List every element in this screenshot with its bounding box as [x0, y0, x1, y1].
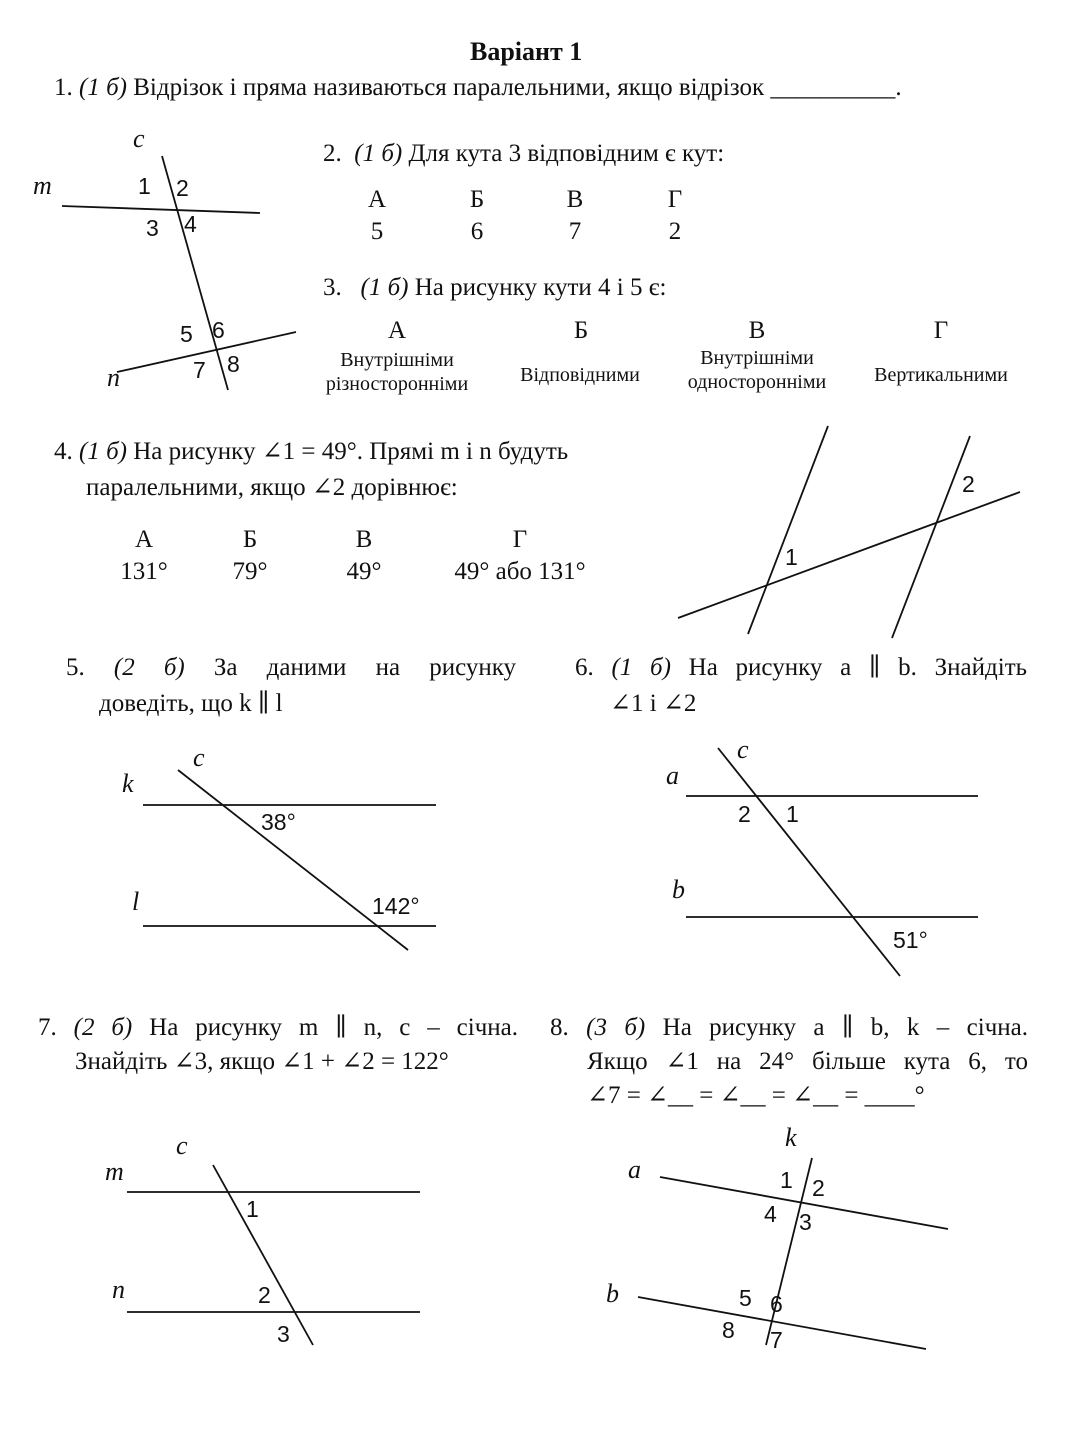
q2-text: Для кута 3 відповідним є кут:	[408, 140, 725, 167]
q7-points: (2 б)	[73, 1014, 133, 1041]
angle-label: 8	[722, 1317, 735, 1343]
label-b: b	[606, 1279, 619, 1308]
q3-number: 3.	[323, 274, 342, 301]
line-m	[748, 426, 828, 634]
label-l: l	[132, 887, 140, 916]
option-letter: В	[355, 526, 373, 553]
option-value: 49°	[346, 558, 382, 585]
angle-label: 8	[227, 351, 240, 377]
q5-number: 5.	[66, 654, 85, 681]
label-b: b	[672, 875, 685, 904]
q5-points: (2 б)	[113, 654, 185, 681]
q4-points: (1 б)	[79, 438, 127, 465]
label-a: a	[666, 761, 679, 790]
option-value: 79°	[232, 558, 268, 585]
angle-label: 2	[176, 175, 189, 201]
q8-line1: На рисунку a ∥ b, k – січна.	[662, 1014, 1029, 1041]
q7-number: 7.	[38, 1014, 57, 1041]
figure-1	[33, 124, 296, 392]
line-n	[117, 332, 296, 372]
option-letter: А	[367, 186, 387, 213]
q3-option-c-letter: В	[748, 317, 766, 344]
figure-5	[122, 743, 436, 950]
option-value: 5	[370, 218, 384, 245]
label-n: n	[112, 1275, 125, 1304]
q3-option-b-text: Відповідними	[520, 364, 640, 386]
q3-option-b-letter: Б	[573, 317, 589, 344]
option-letter: В	[566, 186, 584, 213]
angle-label: 4	[184, 211, 197, 237]
q8-line3: ∠7 = ∠__ = ∠__ = ∠__ = ____°	[587, 1082, 925, 1109]
q6-points: (1 б)	[611, 654, 671, 681]
angle-label: 3	[799, 1209, 812, 1235]
q4-line2: паралельними, якщо ∠2 дорівнює:	[86, 474, 458, 501]
line-c	[718, 748, 900, 976]
figure-7	[105, 1131, 420, 1347]
angle-label: 51°	[893, 927, 928, 953]
angle-label: 2	[258, 1282, 271, 1308]
label-n: n	[107, 363, 120, 392]
angle-label: 5	[739, 1285, 752, 1311]
angle-label: 5	[180, 321, 193, 347]
q8-points: (3 б)	[586, 1014, 646, 1041]
transversal	[678, 492, 1020, 618]
option-letter: Б	[469, 186, 485, 213]
q3-option-a-letter: А	[387, 317, 407, 344]
q5-line1: За даними на рисунку	[213, 654, 517, 681]
label-c: c	[737, 735, 749, 764]
option-letter: Г	[512, 526, 528, 553]
label-c: c	[193, 743, 205, 772]
option-line: Внутрішніми	[340, 349, 454, 371]
option-line: Внутрішніми	[700, 347, 814, 369]
angle-label: 6	[212, 317, 225, 343]
q1-points: (1 б)	[79, 74, 127, 101]
angle-label: 3	[277, 1321, 290, 1347]
angle-label: 4	[764, 1201, 777, 1227]
angle-label: 1	[780, 1167, 793, 1193]
label-k: k	[785, 1123, 797, 1152]
angle-label: 142°	[372, 893, 420, 919]
q3-option-d-letter: Г	[933, 317, 949, 344]
label-m: m	[33, 171, 52, 200]
q3-text: На рисунку кути 4 і 5 є:	[414, 274, 667, 301]
label-c: c	[176, 1131, 188, 1160]
q2-points: (1 б)	[354, 140, 403, 167]
q4-number: 4.	[54, 438, 73, 465]
angle-label: 1	[786, 801, 799, 827]
q4-line1: На рисунку ∠1 = 49°. Прямі m і n будуть	[133, 438, 569, 465]
angle-label: 38°	[261, 809, 296, 835]
figure-6	[666, 735, 978, 976]
angle-label: 7	[193, 357, 206, 383]
option-line: односторонніми	[687, 371, 827, 393]
q7-line2: Знайдіть ∠3, якщо ∠1 + ∠2 = 122°	[75, 1048, 449, 1075]
q6-line2: ∠1 і ∠2	[610, 690, 697, 717]
q1-text: Відрізок і пряма називаються паралельними, якщо відрізок	[133, 74, 765, 101]
angle-label: 1	[138, 173, 151, 199]
angle-label: 2	[812, 1175, 825, 1201]
q5-line2: доведіть, що k ∥ l	[99, 690, 283, 717]
line-m	[62, 206, 260, 213]
figure-4	[678, 426, 1020, 638]
q3-option-d-text: Вертикальними	[874, 364, 1008, 386]
option-value: 131°	[120, 558, 168, 585]
q7-line1: На рисунку m ∥ n, c – січна.	[149, 1014, 519, 1041]
q8-number: 8.	[550, 1014, 569, 1041]
angle-label: 7	[770, 1327, 783, 1353]
line-c	[178, 770, 408, 950]
angle-label: 2	[738, 801, 751, 827]
option-letter: Б	[242, 526, 258, 553]
option-value: 2	[668, 218, 682, 245]
option-line: різносторонніми	[325, 373, 469, 395]
label-a: a	[628, 1155, 641, 1184]
q2-number: 2.	[323, 140, 342, 167]
q1-blank: __________.	[770, 74, 902, 101]
angle-label: 1	[246, 1196, 259, 1222]
option-value: 49° або 131°	[454, 558, 586, 585]
angle-label: 1	[785, 544, 798, 570]
q6-line1: На рисунку a ∥ b. Знайдіть	[688, 654, 1028, 681]
q8-line2: Якщо ∠1 на 24° більше кута 6, то	[587, 1048, 1028, 1075]
option-value: 7	[568, 218, 582, 245]
q1-number: 1.	[54, 74, 73, 101]
q3-points: (1 б)	[360, 274, 409, 301]
angle-label: 2	[962, 471, 975, 497]
q6-number: 6.	[575, 654, 594, 681]
label-c: c	[133, 124, 145, 153]
label-k: k	[122, 769, 134, 798]
option-letter: А	[134, 526, 154, 553]
page-title: Варіант 1	[470, 37, 583, 66]
line-n	[892, 436, 970, 638]
angle-label: 3	[146, 215, 159, 241]
figure-8	[606, 1123, 948, 1353]
angle-label: 6	[770, 1291, 783, 1317]
label-m: m	[105, 1157, 124, 1186]
option-letter: Г	[667, 186, 683, 213]
option-value: 6	[470, 218, 484, 245]
